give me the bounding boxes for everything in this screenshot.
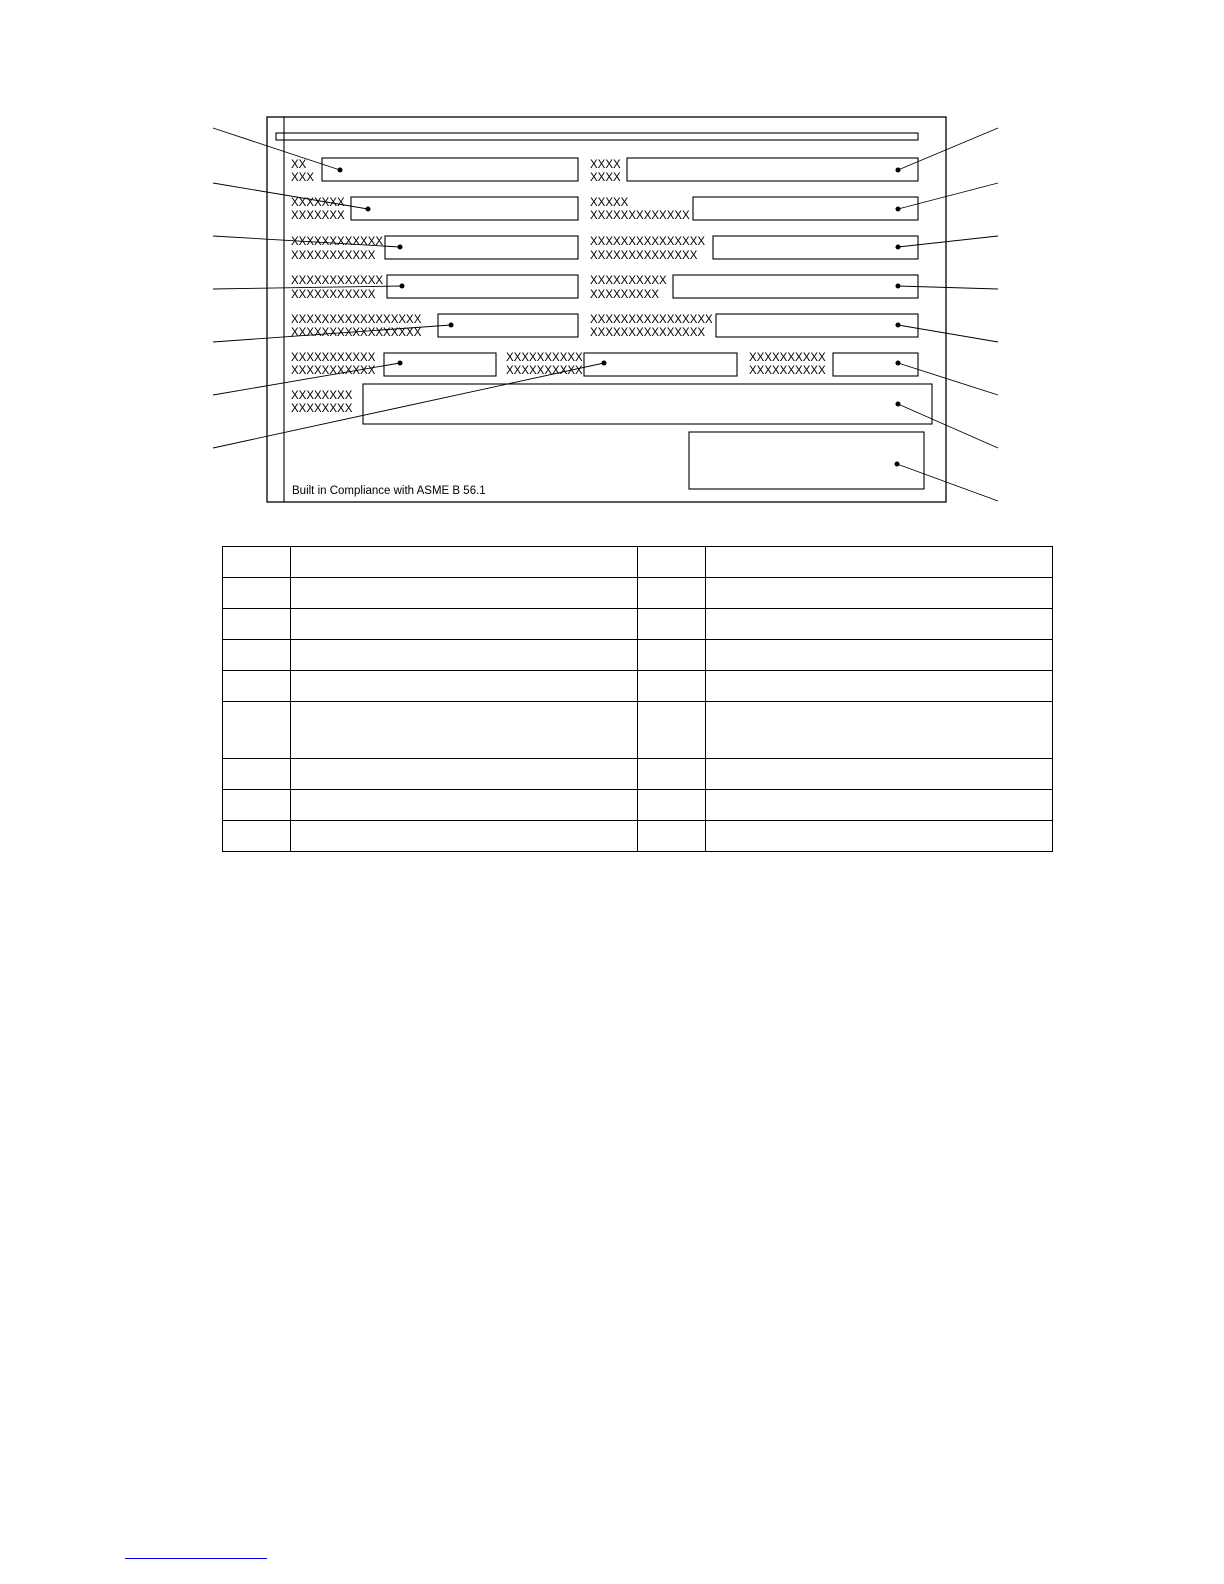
- callout-dot-right-1: [896, 168, 901, 173]
- table-cell: [291, 640, 638, 671]
- table-cell: [706, 547, 1053, 578]
- table-cell: [638, 702, 706, 759]
- callout-dot-right-6: [896, 361, 901, 366]
- table-cell: [223, 640, 291, 671]
- row5-right-label-line1: XXXXXXXXXXXXXXXX: [590, 314, 713, 326]
- row2-right-field: [693, 197, 918, 220]
- row6-left-label-line1: XXXXXXXXXXX: [291, 352, 376, 364]
- left-callouts: [213, 128, 607, 448]
- row2-left-label-line2: XXXXXXX: [291, 210, 345, 222]
- row4-right-label-line1: XXXXXXXXXX: [590, 275, 667, 287]
- table-cell: [291, 702, 638, 759]
- table-row: [223, 759, 1053, 790]
- callout-leader-right-8: [897, 464, 998, 501]
- table-cell: [291, 671, 638, 702]
- callout-dot-left-3: [398, 245, 403, 250]
- callout-leader-right-3: [898, 236, 998, 247]
- callout-leader-right-4: [898, 286, 998, 289]
- table-cell: [223, 702, 291, 759]
- callout-dot-right-4: [896, 284, 901, 289]
- row1-left-field: [322, 158, 578, 181]
- table-cell: [223, 578, 291, 609]
- table-row: [223, 640, 1053, 671]
- table-cell: [638, 578, 706, 609]
- row1-right-label-line2: XXXX: [590, 172, 621, 184]
- row5-right-field: [716, 314, 918, 337]
- row4-right-field: [673, 275, 918, 298]
- callout-dot-right-8: [895, 462, 900, 467]
- table-row: [223, 547, 1053, 578]
- table-cell: [223, 821, 291, 852]
- table-cell: [223, 609, 291, 640]
- table-row: [223, 671, 1053, 702]
- callout-dot-left-7: [602, 361, 607, 366]
- table-cell: [638, 609, 706, 640]
- row2-left-label-line1: XXXXXXX: [291, 197, 345, 209]
- row6-middle-field: [584, 353, 737, 376]
- table-row: [223, 578, 1053, 609]
- row3-left-field: [385, 236, 578, 259]
- row1-right-label-line1: XXXX: [590, 159, 621, 171]
- row1-left-label-line2: XXX: [291, 172, 315, 184]
- table-cell: [706, 578, 1053, 609]
- table-cell: [291, 821, 638, 852]
- table-row: [223, 790, 1053, 821]
- row7-wide-field: [363, 384, 932, 424]
- callout-leader-right-1: [898, 128, 998, 170]
- table-cell: [706, 640, 1053, 671]
- table-row: [223, 821, 1053, 852]
- row4-left-label-line1: XXXXXXXXXXXX: [291, 275, 384, 287]
- compliance-text: Built in Compliance with ASME B 56.1: [292, 485, 486, 497]
- callout-dot-left-2: [366, 207, 371, 212]
- row2-right-label-line2: XXXXXXXXXXXXX: [590, 210, 690, 222]
- table-cell: [706, 821, 1053, 852]
- table-cell: [291, 609, 638, 640]
- row7-label-line1: XXXXXXXX: [291, 390, 353, 402]
- table-cell: [291, 759, 638, 790]
- nameplate-diagram: [0, 0, 1224, 520]
- bottom-right-box: [689, 432, 924, 489]
- table-cell: [638, 547, 706, 578]
- row6-middle-label-line2: XXXXXXXXXX: [506, 365, 583, 377]
- table-cell: [638, 640, 706, 671]
- table-cell: [706, 609, 1053, 640]
- row3-left-label-line1: XXXXXXXXXXXX: [291, 236, 384, 248]
- table-cell: [291, 578, 638, 609]
- row5-right-label-line2: XXXXXXXXXXXXXXX: [590, 327, 706, 339]
- row1-left-label-line1: XX: [291, 159, 307, 171]
- callout-leader-right-2: [898, 183, 998, 209]
- table-cell: [706, 671, 1053, 702]
- table-cell: [706, 702, 1053, 759]
- table-cell: [223, 671, 291, 702]
- callout-dot-left-4: [400, 284, 405, 289]
- callout-dot-left-1: [338, 168, 343, 173]
- row3-right-label-line1: XXXXXXXXXXXXXXX: [590, 236, 706, 248]
- row1-right-field: [627, 158, 918, 181]
- row4-right-label-line2: XXXXXXXXX: [590, 289, 660, 301]
- callout-dot-right-3: [896, 245, 901, 250]
- table-cell: [638, 821, 706, 852]
- callout-dot-left-6: [398, 361, 403, 366]
- legend-table: [222, 546, 1053, 852]
- table-cell: [638, 759, 706, 790]
- table-cell: [223, 759, 291, 790]
- callout-leader-right-5: [898, 325, 998, 342]
- table-row: [223, 702, 1053, 759]
- table-cell: [706, 790, 1053, 821]
- row6-left-label-line2: XXXXXXXXXXX: [291, 365, 376, 377]
- table-cell: [223, 547, 291, 578]
- callout-dot-right-7: [896, 402, 901, 407]
- row5-left-field: [438, 314, 578, 337]
- callout-leader-right-6: [898, 363, 998, 395]
- row6-middle-label-line1: XXXXXXXXXX: [506, 352, 583, 364]
- row6-right-label-line1: XXXXXXXXXX: [749, 352, 826, 364]
- row4-left-field: [387, 275, 578, 298]
- row7-label-line2: XXXXXXXX: [291, 403, 353, 415]
- table-cell: [223, 790, 291, 821]
- table-cell: [638, 671, 706, 702]
- row5-left-label-line2: XXXXXXXXXXXXXXXXX: [291, 327, 422, 339]
- callout-dot-right-2: [896, 207, 901, 212]
- table-row: [223, 609, 1053, 640]
- table-cell: [291, 547, 638, 578]
- row5-left-label-line1: XXXXXXXXXXXXXXXXX: [291, 314, 422, 326]
- row6-right-label-line2: XXXXXXXXXX: [749, 365, 826, 377]
- footnote-separator-line: [125, 1558, 267, 1559]
- row3-right-field: [713, 236, 918, 259]
- table-cell: [291, 790, 638, 821]
- row3-left-label-line2: XXXXXXXXXXX: [291, 250, 376, 262]
- callout-leader-right-7: [898, 404, 998, 448]
- row3-right-label-line2: XXXXXXXXXXXXXX: [590, 250, 698, 262]
- nameplate-title-bar: [276, 133, 918, 140]
- row4-left-label-line2: XXXXXXXXXXX: [291, 289, 376, 301]
- table-cell: [706, 759, 1053, 790]
- row6-right-field: [833, 353, 918, 376]
- row2-right-label-line1: XXXXX: [590, 197, 629, 209]
- callout-dot-right-5: [896, 323, 901, 328]
- table-cell: [638, 790, 706, 821]
- row2-left-field: [351, 197, 578, 220]
- callout-dot-left-5: [449, 323, 454, 328]
